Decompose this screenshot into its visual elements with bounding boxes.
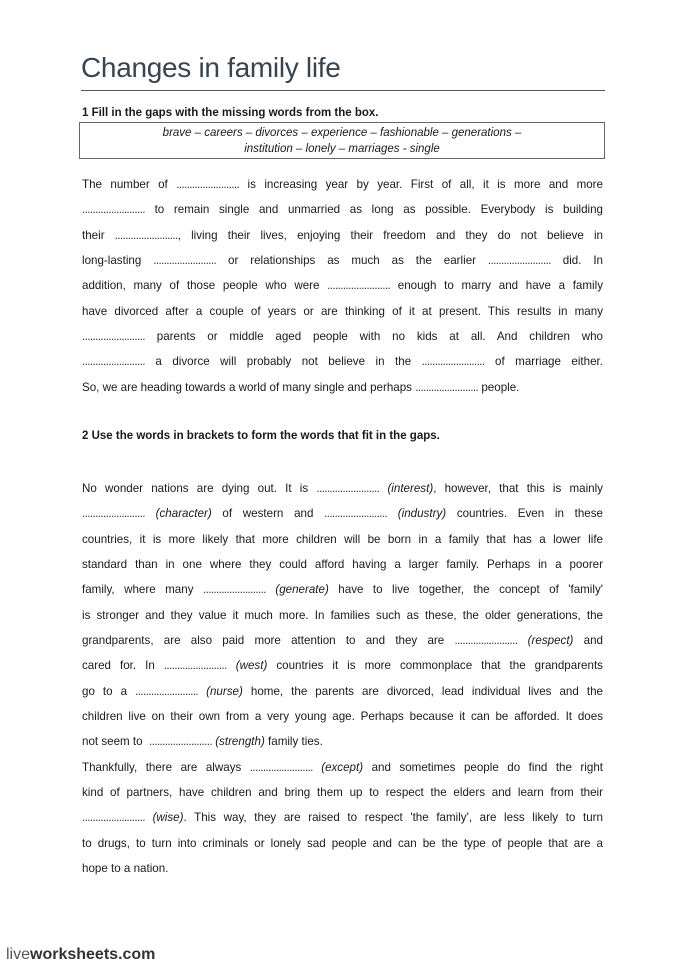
- text-segment: [266, 583, 275, 596]
- text-segment: and sometimes people do find the right: [363, 760, 603, 774]
- word-box: [79, 122, 605, 159]
- text-segment: did. In: [550, 254, 604, 268]
- text-segment: [145, 811, 153, 824]
- text-line: [82, 628, 603, 653]
- section2-heading: 2 Use the words in brackets to form the words that fit in the gaps.: [82, 430, 440, 442]
- text-segment: countries, it is more likely that more children will be born in a family that has a lower life: [82, 532, 603, 546]
- answer-gap[interactable]: ........................: [114, 228, 178, 242]
- text-line: [82, 805, 603, 830]
- text-line: [82, 780, 603, 805]
- answer-gap[interactable]: ........................: [163, 659, 227, 673]
- text-segment: Thankfully, there are always: [82, 760, 250, 774]
- text-segment: , however, that this is mainly: [433, 482, 603, 495]
- text-line: [82, 527, 603, 552]
- text-line: [82, 324, 603, 349]
- text-segment: No wonder nations are dying out. It is: [82, 482, 317, 495]
- answer-gap[interactable]: ........................: [82, 330, 145, 344]
- text-segment: go to a: [82, 684, 136, 698]
- answer-gap[interactable]: ........................: [82, 203, 145, 217]
- logo-text-light: live: [6, 946, 31, 963]
- word-hint: (industry): [397, 507, 447, 521]
- text-segment: countries it is more commonplace that the grandparents: [267, 659, 603, 673]
- word-hint: (west): [235, 659, 268, 673]
- text-segment: have divorced after a couple of years or are thinking of it at present. This results in many: [82, 304, 603, 318]
- text-line: [82, 349, 603, 374]
- word-hint: (nurse): [206, 684, 243, 698]
- text-segment: hope to a nation.: [82, 862, 169, 876]
- word-hint: (wise): [152, 811, 184, 825]
- answer-gap[interactable]: ........................: [454, 634, 518, 648]
- text-segment: [313, 761, 322, 774]
- text-segment: people.: [478, 380, 520, 394]
- text-line: [82, 299, 603, 324]
- word-hint: (interest): [387, 482, 434, 495]
- word-hint: (character): [155, 507, 212, 521]
- answer-gap[interactable]: ........................: [415, 380, 479, 394]
- text-segment: [387, 507, 398, 520]
- text-segment: their: [82, 228, 115, 242]
- answer-gap[interactable]: ........................: [421, 355, 485, 369]
- liveworksheets-logo: [6, 946, 155, 964]
- text-segment: enough to marry and have a family: [390, 279, 603, 293]
- section1-heading: 1 Fill in the gaps with the missing words from the box.: [82, 107, 379, 119]
- answer-gap[interactable]: ........................: [327, 279, 391, 293]
- page-title: Changes in family life: [81, 52, 341, 83]
- text-line: [82, 273, 603, 298]
- text-segment: grandparents, are also paid more attention to and they are: [82, 634, 455, 648]
- answer-gap[interactable]: ........................: [249, 760, 313, 774]
- text-segment: cared for. In: [82, 659, 164, 673]
- text-segment: [517, 634, 527, 647]
- text-segment: [227, 659, 236, 672]
- text-segment: , living their lives, enjoying their freedom and they do not believe in: [177, 228, 603, 242]
- answer-gap[interactable]: ........................: [202, 583, 266, 597]
- word-hint: (respect): [527, 634, 574, 648]
- text-segment: family ties.: [264, 735, 323, 749]
- text-segment: family, where many: [82, 583, 203, 597]
- text-segment: not seem to: [82, 735, 150, 749]
- word-box-line: brave – careers – divorces – experience – fashionable – generations –: [162, 127, 522, 139]
- text-segment: So, we are heading towards a world of many single and perhaps: [82, 380, 416, 394]
- text-line: [82, 729, 603, 754]
- answer-gap[interactable]: ........................: [82, 811, 145, 825]
- text-segment: addition, many of those people who were: [82, 279, 328, 293]
- answer-gap[interactable]: ........................: [135, 684, 199, 698]
- answer-gap[interactable]: ........................: [149, 735, 212, 749]
- text-line: [82, 197, 603, 222]
- text-segment: or relationships as much as the earlier: [216, 254, 488, 268]
- section1-paragraph: [82, 172, 603, 400]
- word-hint: (generate): [275, 583, 329, 597]
- text-segment: home, the parents are divorced, lead individual lives and the: [242, 684, 603, 698]
- text-line: [82, 856, 603, 881]
- answer-gap[interactable]: ........................: [176, 178, 240, 191]
- text-line: [82, 831, 603, 856]
- text-line: [82, 375, 603, 400]
- word-hint: (strength): [215, 735, 265, 749]
- text-segment: is increasing year by year. First of all, it is more and more: [239, 178, 603, 191]
- text-segment: is stronger and they value it much more. In families such as these, the older generations, the: [82, 608, 603, 622]
- text-segment: The number of: [82, 178, 177, 191]
- text-segment: to drugs, to turn into criminals or lonely sad people and can be the type of people that are a: [82, 836, 603, 850]
- answer-gap[interactable]: ........................: [324, 507, 388, 521]
- text-segment: parents or middle aged people with no kids at all. And children who: [144, 330, 603, 344]
- text-segment: a divorce will probably not believe in the: [144, 355, 422, 369]
- answer-gap[interactable]: ........................: [153, 254, 217, 268]
- text-line: [82, 172, 603, 197]
- title-divider: [81, 90, 605, 91]
- text-line: [82, 755, 603, 780]
- word-hint: (except): [321, 760, 364, 774]
- text-segment: to remain single and unmarried as long as possible. Everybody is building: [144, 203, 603, 217]
- text-line: [82, 704, 603, 729]
- text-segment: . This way, they are raised to respect 'the family', are less likely to turn: [183, 811, 603, 825]
- section2-paragraph: [82, 476, 603, 882]
- text-segment: have to live together, the concept of 'family': [328, 583, 603, 597]
- text-segment: of western and: [211, 507, 325, 521]
- text-line: [82, 248, 603, 273]
- text-line: [82, 679, 603, 704]
- text-segment: [198, 685, 206, 698]
- text-segment: standard than in one where they could afford having a larger family. Perhaps in a poorer: [82, 558, 603, 572]
- text-line: [82, 552, 603, 577]
- text-segment: children live on their own from a very young age. Perhaps because it can be afforded. It does: [82, 710, 603, 724]
- text-segment: countries. Even in these: [446, 507, 604, 521]
- answer-gap[interactable]: ........................: [316, 482, 380, 495]
- text-line: [82, 577, 603, 602]
- text-line: [82, 603, 603, 628]
- text-segment: [145, 507, 156, 520]
- text-line: [82, 476, 603, 501]
- answer-gap[interactable]: ........................: [82, 507, 145, 521]
- logo-text-suffix: .com: [118, 946, 156, 963]
- answer-gap[interactable]: ........................: [82, 355, 145, 369]
- text-segment: long-lasting: [82, 254, 154, 268]
- answer-gap[interactable]: ........................: [487, 254, 551, 268]
- text-line: [82, 223, 603, 248]
- text-segment: of marriage either.: [484, 355, 603, 369]
- text-line: [82, 501, 603, 526]
- logo-text-bold: worksheets: [30, 946, 119, 963]
- word-box-line: institution – lonely – marriages - single: [244, 143, 440, 155]
- text-line: [82, 653, 603, 678]
- text-segment: kind of partners, have children and bring them up to respect the elders and learn from their: [82, 786, 603, 800]
- text-segment: and: [573, 634, 603, 648]
